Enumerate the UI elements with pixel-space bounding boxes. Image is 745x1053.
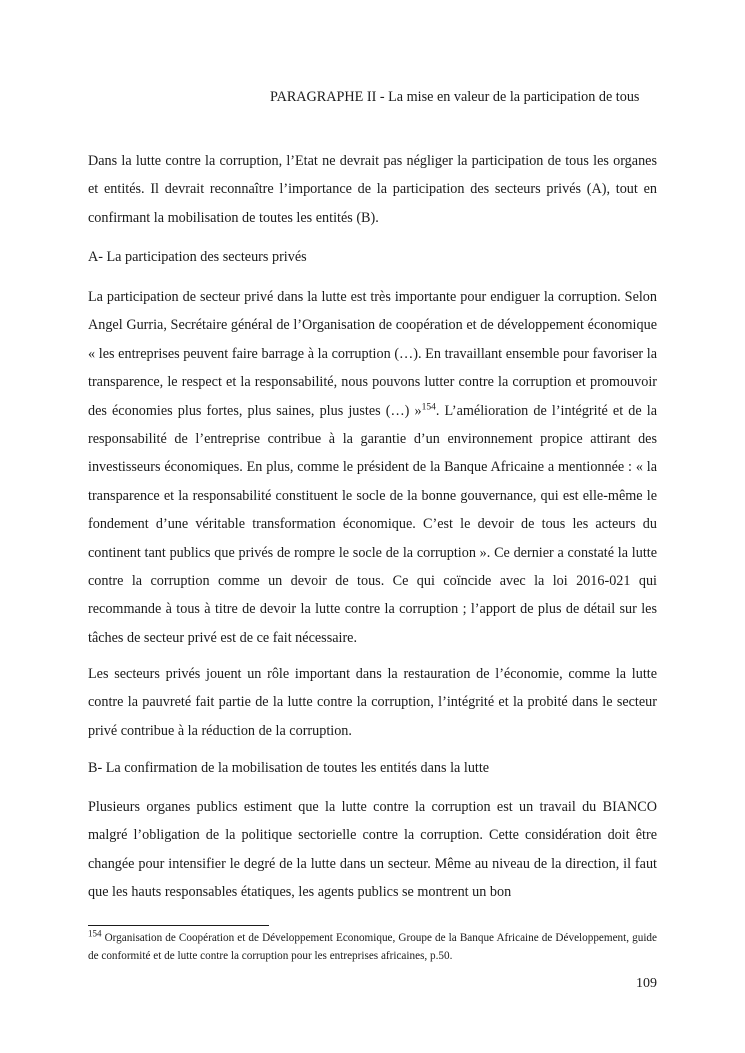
- heading-a: A- La participation des secteurs privés: [88, 249, 307, 265]
- footnote-separator: [88, 925, 269, 926]
- page-number: 109: [636, 976, 657, 991]
- footnote-number: 154: [88, 928, 102, 939]
- paragraph-a1-text-end: . L’amélioration de l’intégrité et de la responsabilité de l’entreprise contribue à la garantie d’un environnement propice attirant des investisseurs économiques. En plus, comme le président de la Banque Africaine a mentionnée : « la transparence et la responsabilité constituent le socle de la bonne gouvernance, qui est elle-même le fondement d’une véritable transformation économique. C’est le devoir de tous les acteurs du continent tant publics que privés de rompre le socle de la corruption ». Ce dernier a constaté la lutte contre la corruption comme un devoir de tous. Ce qui coïncide avec la loi 2016-021 qui recommande à tous à titre de devoir la lutte contre la corruption ; l’apport de plus de détail sur les tâches de secteur privé est de ce fait nécessaire.: [88, 402, 657, 646]
- paragraph-a2: Les secteurs privés jouent un rôle important dans la restauration de l’économie, comme la lutte contre la pauvreté fait partie de la lutte contre la corruption, l’intégrité et la probité dans le secteur privé contribue à la réduction de la corruption.: [88, 666, 657, 739]
- footnote-reference[interactable]: 154: [421, 401, 436, 412]
- paragraph-b1: Plusieurs organes publics estiment que la lutte contre la corruption est un travail du BIANCO malgré l’obligation de la politique sectorielle contre la corruption. Cette considération doit être changée pour intensifier le degré de la lutte dans un secteur. Même au niveau de la direction, il faut que les hauts responsables étatiques, les agents publics se montrent un bon: [88, 799, 657, 901]
- paragraph-a1-text-start: La participation de secteur privé dans la lutte est très importante pour endiguer la corruption. Selon Angel Gurria, Secrétaire général de l’Organisation de coopération et de développement économique « les entreprises peuvent faire barrage à la corruption (…). En travaillant ensemble pour favoriser la transparence, le respect et la responsabilité, nous pouvons lutter contre la corruption et promouvoir des économies plus fortes, plus saines, plus justes (…) »: [88, 289, 657, 419]
- heading-b: B- La confirmation de la mobilisation de toutes les entités dans la lutte: [88, 760, 490, 776]
- section-title: PARAGRAPHE II - La mise en valeur de la participation de tous: [270, 89, 640, 105]
- footnote-text: Organisation de Coopération et de Développement Economique, Groupe de la Banque Africaine de Développement, guide de conformité et de lutte contre la corruption pour les entreprises africaines, p.50.: [88, 932, 657, 962]
- footnote: [88, 930, 657, 965]
- paragraph-a1: [88, 283, 657, 652]
- intro-paragraph: Dans la lutte contre la corruption, l’Etat ne devrait pas négliger la participation de tous les organes et entités. Il devrait reconnaître l’importance de la participation des secteurs privés (A), tout en confirmant la mobilisation de toutes les entités (B).: [88, 153, 657, 226]
